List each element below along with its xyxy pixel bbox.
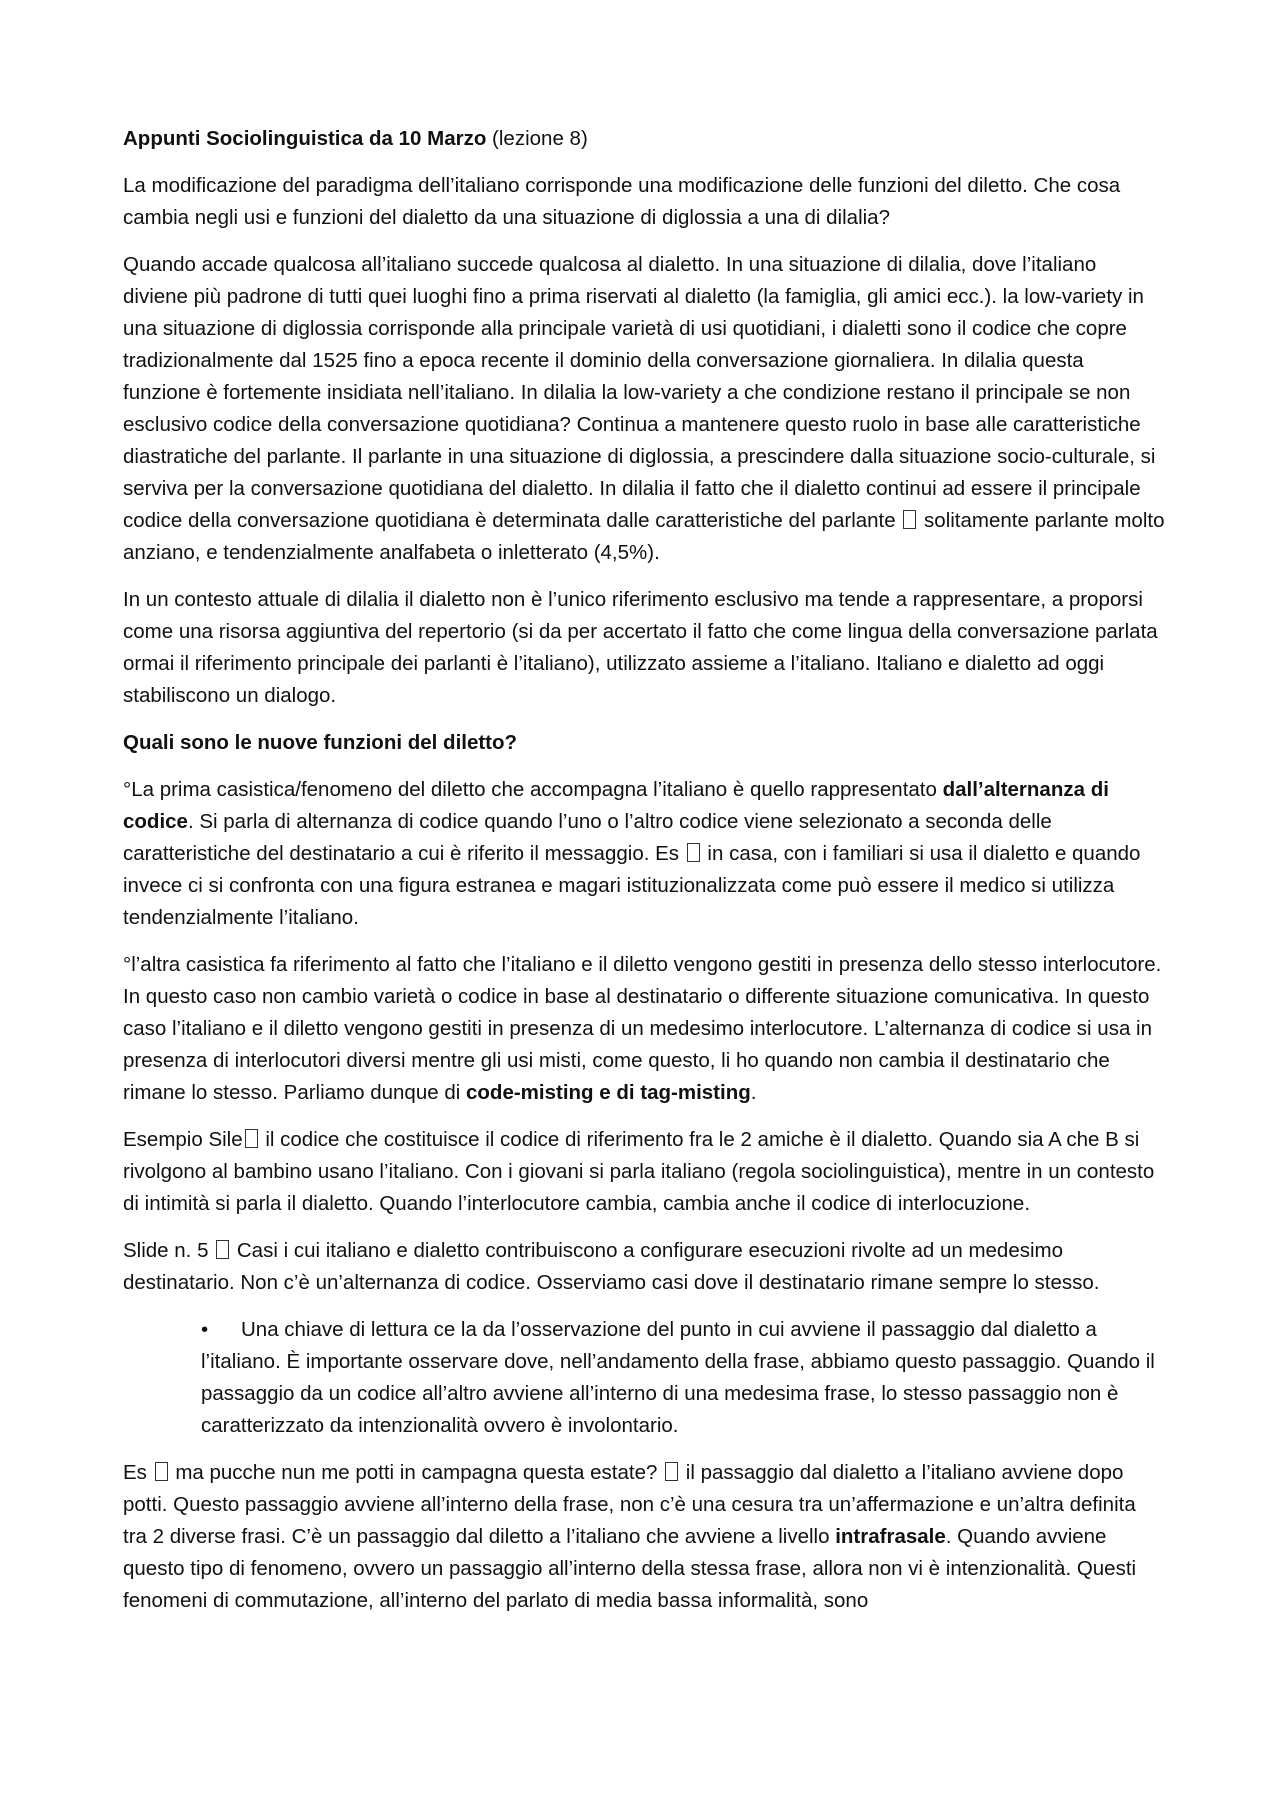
paragraph-code-misting-part-b: .: [750, 1081, 757, 1104]
paragraph-potti-part-b: ma pucche nun me potti in campagna questa estate?: [169, 1461, 664, 1484]
paragraph-dilalia: [123, 249, 1165, 569]
paragraph-alternanza-part-c: in casa, con i familiari si usa il dialetto e quando invece ci si confronta con una figura estranea e magari istituzionalizzata come può essere il medico si utilizza tendenzialmente l’italiano.: [123, 842, 1141, 929]
paragraph-alternanza-bold: dall’alternanza di codice: [123, 778, 1109, 833]
list-item: [201, 1314, 1165, 1442]
paragraph-esempio-part-a: Esempio Sile: [123, 1128, 243, 1151]
arrow-placeholder-icon: [216, 1240, 229, 1259]
bullet-list: [123, 1314, 1165, 1442]
arrow-placeholder-icon: [687, 843, 700, 862]
paragraph-dilalia-part-b: solitamente parlante molto anziano, e tendenzialmente analfabeta o inletterato (4,5%).: [123, 509, 1165, 564]
paragraph-potti-part-d: . Quando avviene questo tipo di fenomeno, ovvero un passaggio all’interno della stessa frase, allora non vi è intenzionalità. Questi fenomeni di commutazione, all’interno del parlato di media bassa informalità, sono: [123, 1525, 1137, 1612]
paragraph-example-potti: [123, 1457, 1165, 1617]
paragraph-code-misting: [123, 949, 1165, 1109]
paragraph-esempio-sile: [123, 1124, 1165, 1220]
paragraph-alternanza-part-b: . Si parla di alternanza di codice quando l’uno o l’altro codice viene selezionato a seconda delle caratteristiche del destinatario a cui è riferito il messaggio. Es: [123, 810, 1052, 865]
title-bold-text: Appunti Sociolinguistica da 10 Marzo: [123, 127, 487, 150]
title-rest-text: (lezione 8): [486, 127, 588, 150]
arrow-placeholder-icon: [903, 510, 916, 529]
arrow-placeholder-icon: [245, 1129, 258, 1148]
paragraph-context: In un contesto attuale di dilalia il dialetto non è l’unico riferimento esclusivo ma tende a rappresentare, a proporsi come una risorsa aggiuntiva del repertorio (si da per accertato il fatto che come lingua della conversazione parlata ormai il riferimento principale dei parlanti è l’italiano), utilizzato assieme a l’italiano. Italiano e dialetto ad oggi stabiliscono un dialogo.: [123, 588, 1158, 707]
bullet-text: Una chiave di lettura ce la da l’osservazione del punto in cui avviene il passaggio dal dialetto a l’italiano. È importante osservare dove, nell’andamento della frase, abbiamo questo passaggio. Quando il passaggio da un codice all’altro avviene all’interno di una medesima frase, lo stesso passaggio non è caratterizzato da intenzionalità ovvero è involontario.: [201, 1318, 1155, 1437]
paragraph-alternanza-part-a: °La prima casistica/fenomeno del diletto che accompagna l’italiano è quello rappresentato: [123, 778, 943, 801]
bullet-icon: •: [201, 1318, 209, 1341]
paragraph-intro: La modificazione del paradigma dell’italiano corrisponde una modificazione delle funzioni del diletto. Che cosa cambia negli usi e funzioni del dialetto da una situazione di diglossia a una di dilalia?: [123, 174, 1121, 229]
arrow-placeholder-icon: [155, 1462, 168, 1481]
paragraph-code-misting-part-a: °l’altra casistica fa riferimento al fatto che l’italiano e il diletto vengono gestiti in presenza dello stesso interlocutore. In questo caso non cambio varietà o codice in base al destinatario o differente situazione comunicativa. In questo caso l’italiano e il diletto vengono gestiti in presenza di un medesimo interlocutore. L’alternanza di codice si usa in presenza di interlocutori diversi mentre gli usi misti, come questo, li ho quando non cambia il destinatario che rimane lo stesso. Parliamo dunque di: [123, 953, 1162, 1104]
paragraph-alternanza: [123, 774, 1165, 934]
paragraph-slide-part-a: Slide n. 5: [123, 1239, 215, 1262]
paragraph-slide-5: [123, 1235, 1165, 1299]
paragraph-dilalia-part-a: Quando accade qualcosa all’italiano succede qualcosa al dialetto. In una situazione di dilalia, dove l’italiano diviene più padrone di tutti quei luoghi fino a prima riservati al dialetto (la famiglia, gli amici ecc.). la low-variety in una situazione di diglossia corrisponde alla principale varietà di usi quotidiani, i dialetti sono il codice che copre tradizionalmente dal 1525 fino a epoca recente il dominio della conversazione giornaliera. In dilalia questa funzione è fortemente insidiata nell’italiano. In dilalia la low-variety a che condizione restano il principale se non esclusivo codice della conversazione quotidiana? Continua a mantenere questo ruolo in base alle caratteristiche diastratiche del parlante. Il parlante in una situazione di diglossia, a prescindere dalla situazione socio-culturale, si serviva per la conversazione quotidiana del dialetto. In dilalia il fatto che il dialetto continui ad essere il principale codice della conversazione quotidiana è determinata dalle caratteristiche del parlante: [123, 253, 1156, 532]
paragraph-slide-part-b: Casi i cui italiano e dialetto contribuiscono a configurare esecuzioni rivolte ad un medesimo destinatario. Non c’è un’alternanza di codice. Osserviamo casi dove il destinatario rimane sempre lo stesso.: [123, 1239, 1100, 1294]
paragraph-potti-part-c: il passaggio dal dialetto a l’italiano avviene dopo potti. Questo passaggio avviene all’interno della frase, non c’è una cesura tra un’affermazione e un’altra definita tra 2 diverse frasi. C’è un passaggio dal diletto a l’italiano che avviene a livello: [123, 1461, 1136, 1548]
section-question: Quali sono le nuove funzioni del diletto?: [123, 731, 518, 754]
paragraph-potti-part-a: Es: [123, 1461, 153, 1484]
arrow-placeholder-icon: [665, 1462, 678, 1481]
paragraph-esempio-part-b: il codice che costituisce il codice di riferimento fra le 2 amiche è il dialetto. Quando sia A che B si rivolgono al bambino usano l’italiano. Con i giovani si parla italiano (regola sociolinguistica), mentre in un contesto di intimità si parla il dialetto. Quando l’interlocutore cambia, cambia anche il codice di interlocuzione.: [123, 1128, 1155, 1215]
paragraph-code-misting-bold: code-misting e di tag-misting: [466, 1081, 751, 1104]
paragraph-potti-bold: intrafrasale: [835, 1525, 946, 1548]
document-title: [123, 123, 1165, 155]
